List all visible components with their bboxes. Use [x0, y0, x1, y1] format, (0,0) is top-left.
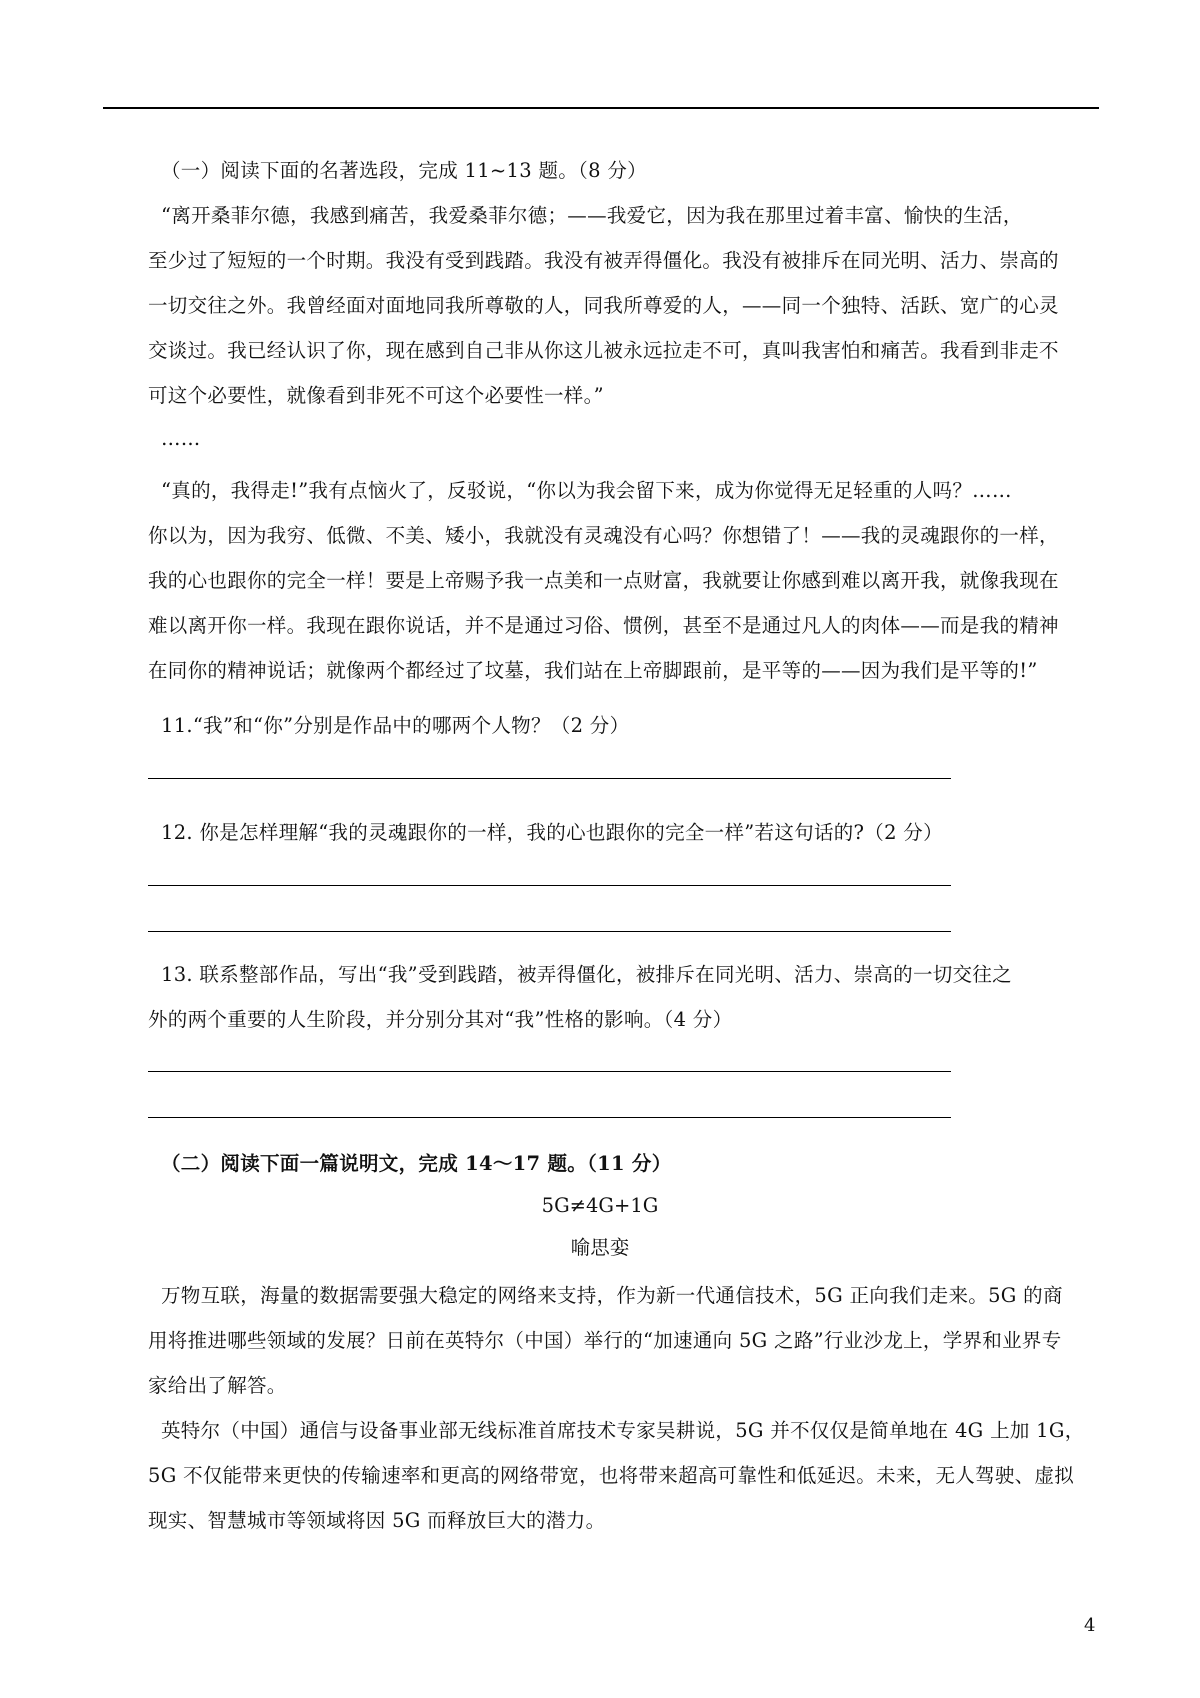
- article-para2-line: 5G 不仅能带来更快的传输速率和更高的网络带宽，也将带来超高可靠性和低延迟。未来，无人驾驶、虚拟: [148, 1464, 1075, 1487]
- answer-line-12a[interactable]: [148, 885, 951, 886]
- page-number: 4: [1084, 1615, 1096, 1636]
- passage2-line: 你以为，因为我穷、低微、不美、矮小，我就没有灵魂没有心吗？你想错了！——我的灵魂跟你的一样，: [148, 524, 1059, 547]
- section1-heading: （一）阅读下面的名著选段，完成 11~13 题。（8 分）: [161, 159, 647, 182]
- question-13: 13. 联系整部作品，写出“我”受到践踏，被弄得僵化，被排斥在同光明、活力、崇高的一切交往之: [161, 963, 1012, 986]
- passage1-line: 至少过了短短的一个时期。我没有受到践踏。我没有被弄得僵化。我没有被排斥在同光明、活力、崇高的: [148, 249, 1059, 272]
- question-11: 11.“我”和“你”分别是作品中的哪两个人物？（2 分）: [161, 714, 630, 737]
- question-13-cont: 外的两个重要的人生阶段，并分别分其对“我”性格的影响。（4 分）: [148, 1008, 733, 1031]
- passage2-line: 难以离开你一样。我现在跟你说话，并不是通过习俗、惯例，甚至不是通过凡人的肉体——而是我的精神: [148, 614, 1059, 637]
- question-12: 12. 你是怎样理解“我的灵魂跟你的一样，我的心也跟你的完全一样”若这句话的?（2 分）: [161, 821, 943, 844]
- passage1-line: 一切交往之外。我曾经面对面地同我所尊敬的人，同我所尊爱的人，——同一个独特、活跃、宽广的心灵: [148, 294, 1059, 317]
- passage2-line: 我的心也跟你的完全一样！要是上帝赐予我一点美和一点财富，我就要让你感到难以离开我，就像我现在: [148, 569, 1059, 592]
- passage1-line: 可这个必要性，就像看到非死不可这个必要性一样。”: [148, 384, 604, 407]
- answer-line-13b[interactable]: [148, 1117, 951, 1118]
- answer-line-13a[interactable]: [148, 1071, 951, 1072]
- section2-heading: （二）阅读下面一篇说明文，完成 14～17 题。（11 分）: [161, 1152, 672, 1175]
- passage1-line: “离开桑菲尔德，我感到痛苦，我爱桑菲尔德；——我爱它，因为我在那里过着丰富、愉快的生活，: [161, 204, 1023, 227]
- article-para2-line: 现实、智慧城市等领域将因 5G 而释放巨大的潜力。: [148, 1509, 606, 1532]
- header-rule: [103, 107, 1099, 109]
- passage2-line: “真的，我得走!”我有点恼火了，反驳说，“你以为我会留下来，成为你觉得无足轻重的人吗？……: [161, 479, 1012, 502]
- passage1-line: 交谈过。我已经认识了你，现在感到自己非从你这儿被永远拉走不可，真叫我害怕和痛苦。我看到非走不: [148, 339, 1059, 362]
- ellipsis: ……: [161, 427, 201, 450]
- article-para1-line: 用将推进哪些领域的发展？日前在英特尔（中国）举行的“加速通向 5G 之路”行业沙龙上，学界和业界专: [148, 1329, 1062, 1352]
- answer-line-11[interactable]: [148, 778, 951, 779]
- article-para1-line: 家给出了解答。: [148, 1374, 287, 1397]
- article-title: 5G≠4G+1G: [541, 1194, 659, 1217]
- answer-line-12b[interactable]: [148, 931, 951, 932]
- article-author: 喻思娈: [570, 1236, 630, 1259]
- article-para1-line: 万物互联，海量的数据需要强大稳定的网络来支持，作为新一代通信技术，5G 正向我们走来。5G 的商: [161, 1284, 1063, 1307]
- article-para2-line: 英特尔（中国）通信与设备事业部无线标准首席技术专家吴耕说，5G 并不仅仅是简单地在 4G 上加 1G，: [161, 1419, 1085, 1442]
- passage2-line: 在同你的精神说话；就像两个都经过了坟墓，我们站在上帝脚跟前，是平等的——因为我们是平等的!”: [148, 659, 1038, 682]
